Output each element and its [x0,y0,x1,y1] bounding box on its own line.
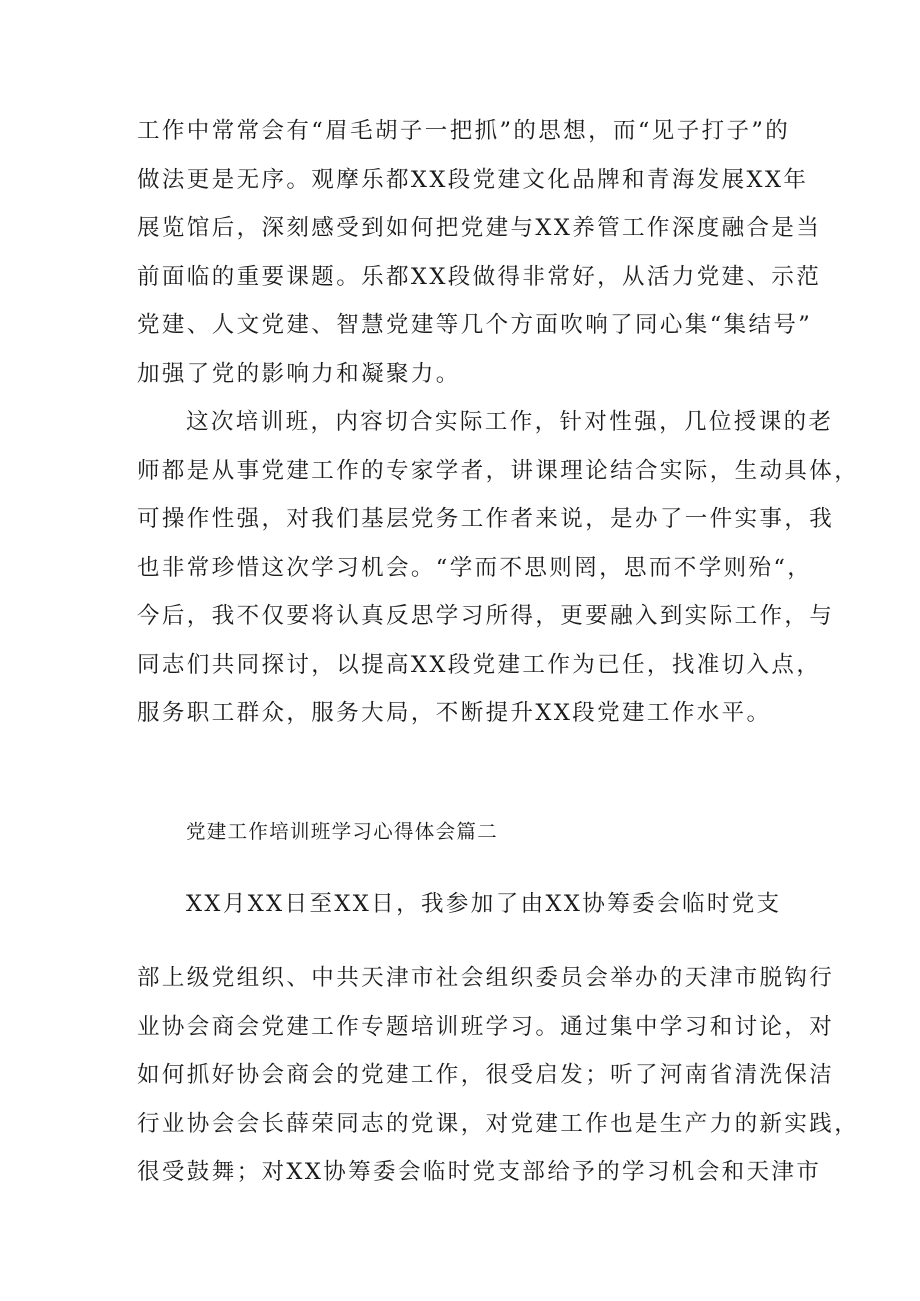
paragraph-line: 服务职工群众，服务大局，不断提升XX段党建工作水平。 [137,700,772,726]
paragraph-line: 也非常珍惜这次学习机会。“学而不思则罔，思而不学则殆“， [137,555,813,581]
paragraph-line: 前面临的重要课题。乐都XX段做得非常好，从活力党建、示范 [137,264,822,290]
paragraph-line: 做法更是无序。观摩乐都XX段党建文化品牌和青海发展XX年 [137,167,809,193]
paragraph-line: 工作中常常会有“眉毛胡子一把抓”的思想，而“见子打子”的 [137,118,791,144]
paragraph-line: 同志们共同探讨，以提高XX段党建工作为已任，找准切入点， [137,652,822,678]
section-heading: 党建工作培训班学习心得体会篇二 [186,820,499,843]
paragraph-line: 展览馆后，深刻感受到如何把党建与XX养管工作深度融合是当 [137,215,822,241]
paragraph-first-line: XX月XX日至XX日，我参加了由XX协筹委会临时党支 [186,891,782,917]
paragraph-line: 行业协会会长薛荣同志的党课，对党建工作也是生产力的新实践， [137,1111,860,1137]
paragraph-line: 可操作性强，对我们基层党务工作者来说，是办了一件实事，我 [137,506,835,532]
paragraph-line: 部上级党组织、中共天津市社会组织委员会举办的天津市脱钩行 [137,965,835,991]
paragraph-line: 业协会商会党建工作专题培训班学习。通过集中学习和讨论，对 [137,1014,835,1040]
paragraph-line: 加强了党的影响力和凝聚力。 [137,361,461,387]
paragraph-line: 如何抓好协会商会的党建工作，很受启发；听了河南省清洗保洁 [137,1062,835,1088]
paragraph-line: 很受鼓舞；对XX协筹委会临时党支部给予的学习机会和天津市 [137,1159,822,1185]
paragraph-line: 师都是从事党建工作的专家学者，讲课理论结合实际，生动具体， [137,458,860,484]
paragraph-line: 党建、人文党建、智慧党建等几个方面吹响了同心集“集结号” [137,312,813,338]
paragraph-line: 今后，我不仅要将认真反思学习所得，更要融入到实际工作，与 [137,603,835,629]
paragraph-line: 这次培训班，内容切合实际工作，针对性强，几位授课的老 [186,409,834,435]
